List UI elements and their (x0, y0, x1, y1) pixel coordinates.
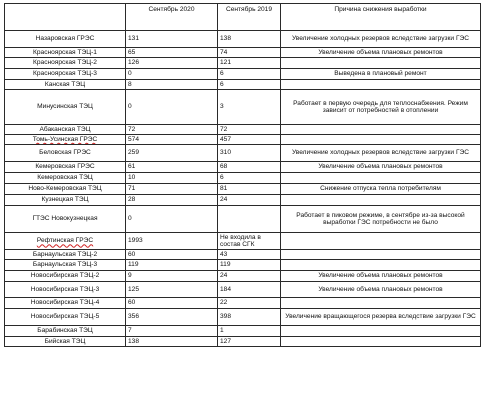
september-2019-cell-text: 22 (220, 299, 228, 307)
station-name-cell-text: Беловская ГРЭС (39, 149, 91, 157)
september-2020-cell-text: 131 (128, 35, 140, 43)
generation-table (4, 3, 481, 347)
reason-cell (281, 309, 481, 326)
september-2020-cell (126, 250, 218, 260)
september-2019-cell-text: 127 (220, 337, 232, 345)
station-name-cell-text: Новосибирская ТЭЦ-2 (30, 272, 100, 280)
september-2019-cell (218, 337, 281, 347)
september-2019-cell-text: 43 (220, 250, 228, 258)
september-2020-cell-text: 0 (128, 103, 132, 111)
september-2019-cell (218, 90, 281, 125)
station-name-cell (5, 250, 126, 260)
reason-cell (281, 260, 481, 271)
table-row (5, 125, 481, 135)
table-row (5, 31, 481, 48)
reason-cell (281, 233, 481, 250)
september-2019-cell-text: 81 (220, 185, 228, 193)
september-2019-cell-text: 1 (220, 327, 224, 335)
september-2019-cell-text: 457 (220, 135, 232, 143)
reason-cell (281, 58, 481, 69)
header-reason: Причина снижения выработки (281, 4, 481, 31)
station-name-cell-text: Барнаульская ТЭЦ-3 (32, 261, 98, 269)
station-name-cell (5, 298, 126, 309)
september-2019-cell (218, 206, 281, 233)
station-name-cell-text: Ново-Кемеровская ТЭЦ (28, 185, 102, 193)
station-name-cell-text: Томь-Усинская ГРЭС (32, 135, 98, 143)
september-2020-cell-text: 138 (128, 337, 140, 345)
header-september-2019: Сентябрь 2019 (218, 4, 281, 31)
station-name-cell-text: Красноярская ТЭЦ-2 (33, 59, 97, 67)
september-2019-cell (218, 173, 281, 184)
station-name-cell-text: Барабинская ТЭЦ (37, 327, 93, 335)
station-name-cell-text: Минусинская ТЭЦ (37, 103, 93, 111)
september-2020-cell (126, 125, 218, 135)
september-2020-cell-text: 0 (128, 70, 132, 78)
reason-cell (281, 337, 481, 347)
table-row (5, 69, 481, 80)
reason-cell (281, 326, 481, 337)
table-row (5, 135, 481, 145)
september-2020-cell-text: 9 (128, 272, 132, 280)
reason-cell-text: Увеличение вращающегося резерва вследствие загрузки ГЭС (285, 313, 476, 321)
header-station (5, 4, 126, 31)
september-2019-cell (218, 260, 281, 271)
september-2019-cell-text: 184 (220, 285, 232, 293)
reason-cell (281, 282, 481, 298)
september-2019-cell-text: 398 (220, 313, 232, 321)
station-name-cell (5, 326, 126, 337)
september-2020-cell (126, 195, 218, 206)
station-name-cell (5, 260, 126, 271)
station-name-cell (5, 206, 126, 233)
september-2019-cell-text: 74 (220, 48, 228, 56)
reason-cell (281, 250, 481, 260)
station-name-cell (5, 125, 126, 135)
table-row (5, 184, 481, 195)
september-2020-cell (126, 326, 218, 337)
table-row (5, 80, 481, 90)
september-2019-cell-text: 310 (220, 149, 232, 157)
september-2019-cell (218, 135, 281, 145)
september-2019-cell (218, 271, 281, 282)
september-2019-cell (218, 184, 281, 195)
reason-cell (281, 135, 481, 145)
september-2020-cell-text: 7 (128, 327, 132, 335)
september-2020-cell-text: 61 (128, 163, 136, 171)
september-2020-cell (126, 233, 218, 250)
station-name-cell-text: Кемеровская ТЭЦ (37, 174, 93, 182)
reason-cell-text: Увеличение объема плановых ремонтов (318, 272, 443, 280)
reason-cell-text: Увеличение холодных резервов вследствие загрузки ГЭС (291, 149, 470, 157)
september-2020-cell-text: 60 (128, 299, 136, 307)
table-row (5, 195, 481, 206)
september-2019-cell (218, 80, 281, 90)
september-2019-cell (218, 125, 281, 135)
station-name-cell-text: Барнаульская ТЭЦ-2 (32, 250, 98, 258)
september-2020-cell (126, 135, 218, 145)
station-name-cell-text: ГТЭС Новокузнецкая (32, 215, 98, 223)
station-name-cell (5, 184, 126, 195)
reason-cell-text: Увеличение объема плановых ремонтов (318, 285, 443, 293)
table-row (5, 162, 481, 173)
station-name-cell (5, 80, 126, 90)
station-name-cell (5, 173, 126, 184)
station-name-cell (5, 195, 126, 206)
september-2020-cell-text: 125 (128, 285, 140, 293)
september-2019-cell-text: 6 (220, 174, 224, 182)
table-row (5, 145, 481, 162)
september-2020-cell (126, 271, 218, 282)
station-name-cell-text: Красноярская ТЭЦ-1 (33, 48, 97, 56)
reason-cell-text: Работает в пиковом режиме, в сентябре из-за высокой выработки ГЭС потребности не было (296, 211, 465, 226)
september-2019-cell-text: 119 (220, 261, 231, 269)
station-name-cell (5, 145, 126, 162)
reason-cell (281, 69, 481, 80)
september-2020-cell-text: 1993 (128, 237, 143, 245)
september-2019-cell (218, 195, 281, 206)
station-name-cell (5, 69, 126, 80)
station-name-cell-text: Кузнецкая ТЭЦ (41, 196, 89, 204)
generation-table-container (4, 3, 480, 347)
september-2019-cell (218, 282, 281, 298)
september-2020-cell-text: 28 (128, 196, 136, 204)
table-row (5, 48, 481, 58)
september-2020-cell-text: 65 (128, 48, 136, 56)
september-2020-cell-text: 72 (128, 125, 136, 133)
september-2019-cell (218, 309, 281, 326)
table-row (5, 250, 481, 260)
september-2019-cell (218, 31, 281, 48)
station-name-cell-text: Кемеровская ГРЭС (35, 163, 95, 171)
reason-cell (281, 271, 481, 282)
september-2020-cell-text: 574 (128, 135, 140, 143)
table-body (5, 31, 481, 347)
september-2019-cell-text: 138 (220, 35, 232, 43)
september-2020-cell (126, 260, 218, 271)
reason-cell-text: Работает в первую очередь для теплоснабжения. Режим зависит от потребностей в отоплении (293, 99, 468, 114)
reason-cell (281, 298, 481, 309)
station-name-cell-text: Назаровская ГРЭС (35, 35, 95, 43)
station-name-cell (5, 337, 126, 347)
station-name-cell (5, 309, 126, 326)
station-name-cell-text: Канская ТЭЦ (44, 80, 86, 88)
september-2019-cell-text: 24 (220, 196, 228, 204)
reason-cell (281, 145, 481, 162)
station-name-cell-text: Новосибирская ТЭЦ-4 (30, 299, 100, 307)
september-2020-cell (126, 31, 218, 48)
september-2020-cell-text: 119 (128, 261, 139, 269)
september-2020-cell (126, 282, 218, 298)
september-2020-cell (126, 184, 218, 195)
table-row (5, 206, 481, 233)
september-2019-cell-text: 121 (220, 59, 232, 67)
reason-cell-text: Увеличение объема плановых ремонтов (318, 163, 443, 171)
september-2019-cell-text: 72 (220, 125, 228, 133)
station-name-cell (5, 271, 126, 282)
reason-cell-text: Снижение отпуска тепла потребителям (320, 185, 441, 193)
reason-cell (281, 125, 481, 135)
september-2020-cell-text: 10 (128, 174, 136, 182)
station-name-cell (5, 58, 126, 69)
station-name-cell-text: Рефтинская ГРЭС (36, 237, 94, 245)
table-row (5, 173, 481, 184)
september-2020-cell (126, 80, 218, 90)
september-2019-cell (218, 326, 281, 337)
station-name-cell (5, 48, 126, 58)
september-2019-cell-text: 68 (220, 163, 228, 171)
september-2019-cell-text: 6 (220, 80, 224, 88)
header-september-2020: Сентябрь 2020 (126, 4, 218, 31)
station-name-cell-text: Бийская ТЭЦ (44, 337, 86, 345)
table-row (5, 282, 481, 298)
september-2020-cell (126, 337, 218, 347)
table-row (5, 309, 481, 326)
september-2020-cell (126, 309, 218, 326)
september-2020-cell (126, 69, 218, 80)
september-2020-cell (126, 48, 218, 58)
station-name-cell-text: Новосибирская ТЭЦ-5 (30, 313, 100, 321)
reason-cell (281, 184, 481, 195)
reason-cell (281, 80, 481, 90)
september-2020-cell-text: 356 (128, 313, 140, 321)
september-2020-cell (126, 298, 218, 309)
table-row (5, 260, 481, 271)
reason-cell (281, 173, 481, 184)
september-2019-cell (218, 250, 281, 260)
station-name-cell (5, 90, 126, 125)
september-2019-cell (218, 298, 281, 309)
table-row (5, 337, 481, 347)
september-2020-cell-text: 126 (128, 59, 140, 67)
september-2020-cell (126, 162, 218, 173)
september-2019-cell-text: Не входила в состав СГК (220, 233, 261, 248)
table-row (5, 271, 481, 282)
reason-cell (281, 162, 481, 173)
september-2019-cell (218, 145, 281, 162)
reason-cell-text: Увеличение объема плановых ремонтов (318, 48, 443, 56)
reason-cell (281, 206, 481, 233)
reason-cell-text: Выведена в плановый ремонт (334, 70, 427, 78)
station-name-cell-text: Новосибирская ТЭЦ-3 (30, 285, 100, 293)
september-2019-cell (218, 48, 281, 58)
station-name-cell-text: Красноярская ТЭЦ-3 (33, 70, 97, 78)
september-2019-cell-text: 3 (220, 103, 224, 111)
september-2020-cell (126, 206, 218, 233)
station-name-cell-text: Абаканская ТЭЦ (39, 125, 91, 133)
september-2019-cell (218, 58, 281, 69)
station-name-cell (5, 31, 126, 48)
station-name-cell (5, 282, 126, 298)
table-row (5, 326, 481, 337)
september-2019-cell-text: 24 (220, 272, 228, 280)
september-2020-cell (126, 90, 218, 125)
september-2020-cell (126, 58, 218, 69)
september-2019-cell-text: 6 (220, 70, 224, 78)
table-row (5, 58, 481, 69)
september-2019-cell (218, 162, 281, 173)
september-2019-cell (218, 69, 281, 80)
reason-cell (281, 195, 481, 206)
reason-cell (281, 31, 481, 48)
reason-cell (281, 90, 481, 125)
september-2020-cell (126, 173, 218, 184)
station-name-cell (5, 162, 126, 173)
reason-cell (281, 48, 481, 58)
table-header-row (5, 4, 481, 31)
september-2020-cell-text: 8 (128, 80, 132, 88)
station-name-cell (5, 135, 126, 145)
table-row (5, 233, 481, 250)
september-2019-cell (218, 233, 281, 250)
september-2020-cell-text: 0 (128, 215, 132, 223)
reason-cell-text: Увеличение холодных резервов вследствие загрузки ГЭС (291, 35, 470, 43)
table-row (5, 298, 481, 309)
september-2020-cell-text: 60 (128, 250, 136, 258)
station-name-cell (5, 233, 126, 250)
september-2020-cell-text: 71 (128, 185, 136, 193)
table-row (5, 90, 481, 125)
september-2020-cell-text: 259 (128, 149, 140, 157)
september-2020-cell (126, 145, 218, 162)
